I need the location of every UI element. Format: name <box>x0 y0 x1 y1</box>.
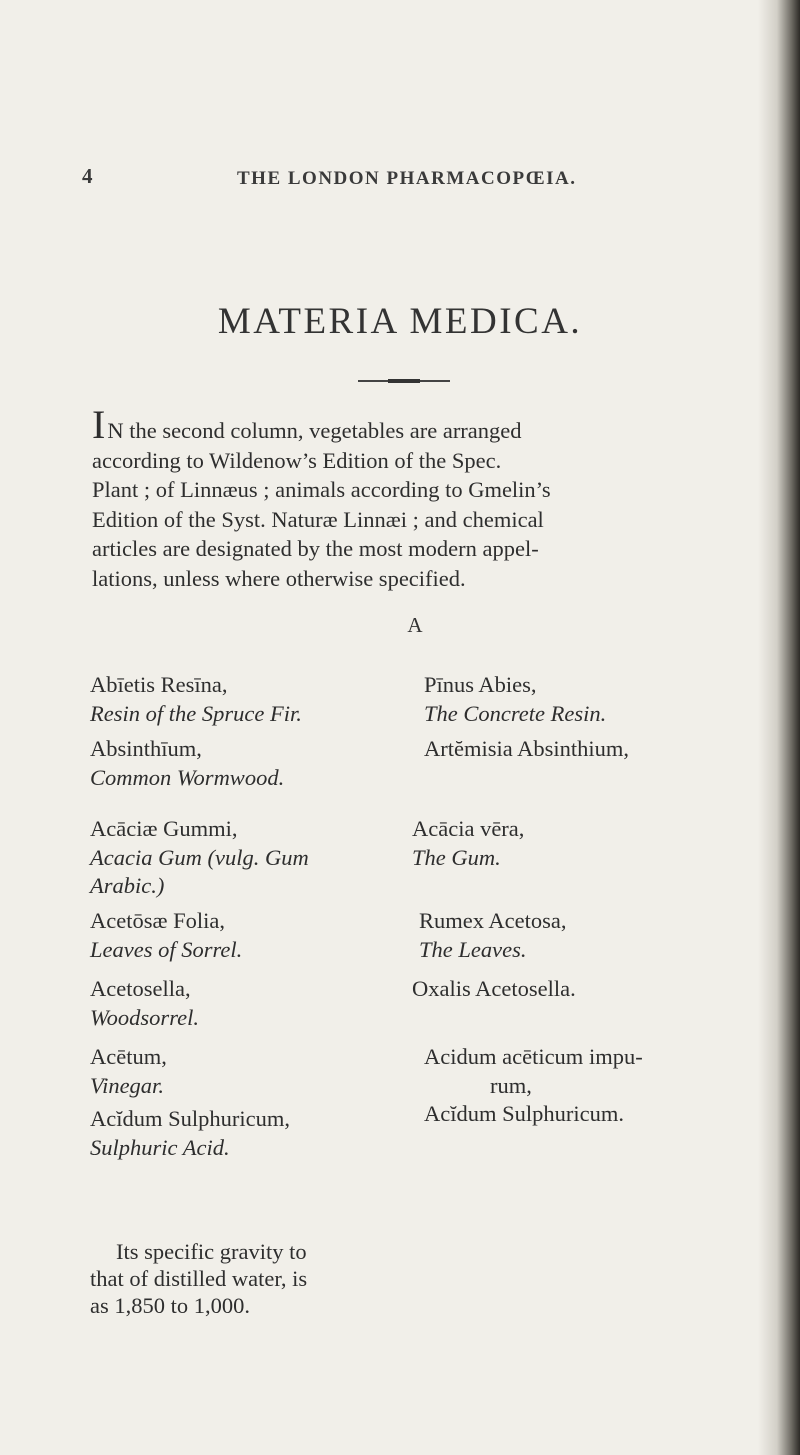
intro-line: according to Wildenow’s Edition of the Spec. <box>92 447 502 473</box>
page-edge-shadow <box>758 0 800 1455</box>
common-name: Resin of the Spruce Fir. <box>90 700 302 726</box>
common-name: Acacia Gum (vulg. Gum <box>90 844 309 870</box>
entry-systematic-name <box>412 975 576 1004</box>
entry-official-name <box>90 1043 167 1100</box>
common-name: Leaves of Sorrel. <box>90 936 243 962</box>
entry-systematic-name <box>424 1043 643 1100</box>
note-line: as 1,850 to 1,000. <box>90 1293 250 1318</box>
intro-line: articles are designated by the most modern appel- <box>92 536 539 561</box>
common-name: Vinegar. <box>90 1072 164 1098</box>
common-name: Woodsorrel. <box>90 1004 199 1030</box>
systematic-name: Acācia vēra, <box>412 816 525 841</box>
intro-line: N the second column, vegetables are arranged <box>107 418 522 443</box>
intro-line: lations, unless where otherwise specified. <box>92 565 466 591</box>
drop-cap: I <box>92 402 106 447</box>
official-name: Acetosella, <box>90 976 191 1001</box>
systematic-name: Pīnus Abies, <box>424 672 537 697</box>
intro-line: Edition of the Syst. Naturæ Linnæi ; and chemical <box>92 506 544 532</box>
ornamental-rule <box>358 380 450 382</box>
section-letter: A <box>407 613 423 637</box>
intro-paragraph <box>92 402 742 593</box>
systematic-name: Rumex Acetosa, <box>419 908 567 933</box>
common-name-cont: Arabic.) <box>90 873 165 898</box>
entry-official-name <box>90 735 284 792</box>
page-number: 4 <box>82 164 94 188</box>
entry-official-name <box>90 975 199 1032</box>
official-name: Absinthīum, <box>90 736 202 761</box>
official-name: Acētum, <box>90 1044 167 1069</box>
entry-systematic-name <box>424 735 629 764</box>
note-line: Its specific gravity to <box>116 1239 307 1264</box>
part-used: The Concrete Resin. <box>424 700 607 726</box>
systematic-name-cont: rum, <box>490 1072 532 1098</box>
entry-systematic-name <box>419 907 566 964</box>
entry-official-name <box>90 1105 290 1162</box>
part-used: The Gum. <box>412 844 501 870</box>
common-name: Common Wormwood. <box>90 764 285 790</box>
entry-official-name <box>90 671 302 728</box>
specific-gravity-note <box>90 1238 450 1319</box>
official-name: Acĭdum Sulphuricum, <box>90 1106 290 1131</box>
official-name: Acetōsæ Folia, <box>90 908 225 933</box>
intro-line: Plant ; of Linnæus ; animals according to Gmelin’s <box>92 477 551 502</box>
entry-systematic-name <box>412 815 524 872</box>
note-line: that of distilled water, is <box>90 1266 308 1291</box>
official-name: Abīetis Resīna, <box>90 672 228 697</box>
entry-official-name <box>90 907 242 964</box>
official-name: Acāciæ Gummi, <box>90 816 238 841</box>
systematic-name: Acĭdum Sulphuricum. <box>424 1101 624 1126</box>
entry-official-name <box>90 815 309 901</box>
systematic-name: Oxalis Acetosella. <box>412 976 576 1001</box>
entry-systematic-name <box>424 1100 624 1129</box>
entry-systematic-name <box>424 671 606 728</box>
part-used: The Leaves. <box>419 936 527 962</box>
common-name: Sulphuric Acid. <box>90 1134 230 1160</box>
section-heading: MATERIA MEDICA. <box>217 301 583 342</box>
systematic-name: Artĕmisia Absinthium, <box>424 736 629 761</box>
running-title: THE LONDON PHARMACOPŒIA. <box>237 168 577 189</box>
systematic-name: Acidum acēticum impu- <box>424 1044 643 1069</box>
